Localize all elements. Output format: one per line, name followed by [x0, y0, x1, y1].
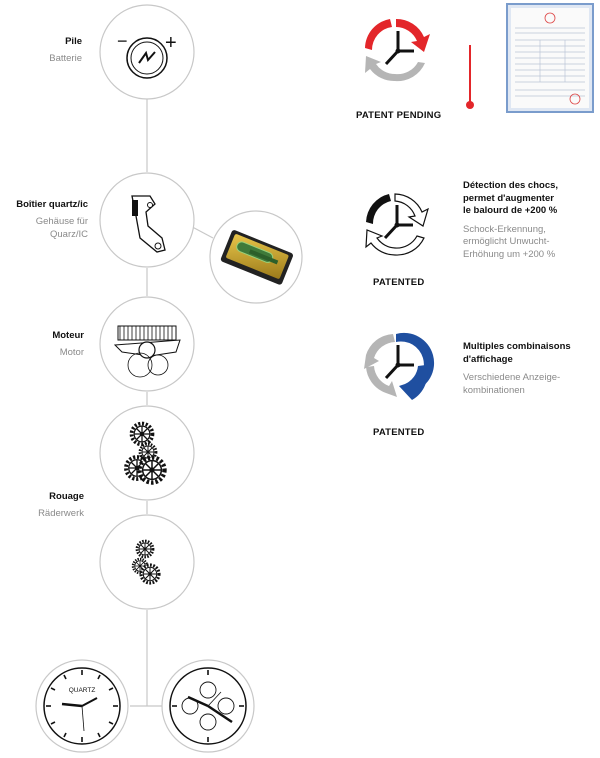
quartz-label-de-1: Gehäuse für [35, 216, 88, 227]
watch-analog-3hands [36, 660, 128, 752]
battery-minus-sign: − [117, 31, 128, 51]
heavydrive-desc-de-2: ermöglicht Unwucht- [463, 236, 550, 247]
motor-label-fr: Moteur [52, 330, 84, 341]
powerdrive-description [463, 341, 593, 397]
powerdrive-desc-de-2: kombinationen [463, 384, 525, 396]
battery-node [100, 5, 194, 99]
geartrain-node-large [100, 406, 194, 500]
motor-label-de: Motor [59, 347, 84, 358]
geartrain-label-de: Räderwerk [38, 508, 84, 519]
battery-label-de: Batterie [49, 53, 82, 64]
motor-node [100, 297, 194, 391]
battery-label-fr: Pile [65, 36, 82, 47]
heavydrive-status: PATENTED [373, 277, 425, 288]
quartz-label-fr: Boîtier quartz/ic [16, 199, 88, 210]
heavydrive-desc-de-1: Schock-Erkennung, [463, 223, 546, 235]
precidrive-red-pin [466, 45, 474, 109]
heavydrive-description [463, 180, 593, 261]
precidrive-status: PATENT PENDING [356, 110, 442, 121]
quartz-node [100, 173, 194, 267]
quartz-label-de-2: Quarz/IC [49, 229, 88, 240]
watch-dial-text: QUARTZ [68, 687, 96, 694]
patent-document-image [507, 4, 593, 112]
heavydrive-desc-de-3: Erhöhung um +200 % [463, 248, 556, 260]
watch-chronograph [162, 660, 254, 752]
precidrive-logo [365, 19, 430, 81]
powerdrive-desc-de-1: Verschiedene Anzeige- [463, 372, 561, 383]
heavydrive-desc-fr-2: permet d'augmenter [463, 192, 554, 204]
powerdrive-status: PATENTED [373, 427, 425, 438]
battery-plus-sign: + [165, 32, 177, 54]
powerdrive-desc-fr-2: d'affichage [463, 353, 513, 365]
geartrain-node-small [100, 515, 194, 609]
powerdrive-logo [364, 333, 434, 400]
quartz-chip-zoom [210, 211, 302, 303]
powerdrive-desc-fr-1: Multiples combinaisons [463, 341, 571, 352]
geartrain-label-fr: Rouage [49, 491, 84, 502]
heavydrive-desc-fr-1: Détection des chocs, [463, 180, 559, 191]
heavydrive-logo [366, 194, 428, 255]
heavydrive-desc-fr-3: le balourd de +200 % [463, 205, 558, 216]
